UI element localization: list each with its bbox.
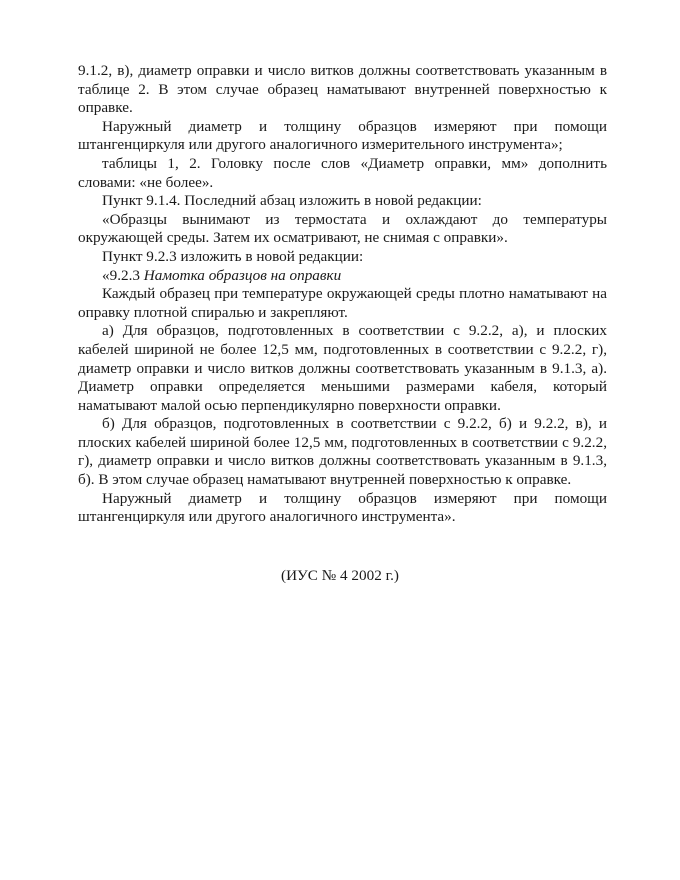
paragraph-item-914: Пункт 9.1.4. Последний абзац изложить в новой редакции: — [102, 192, 482, 210]
document-reference: (ИУС № 4 2002 г.) — [281, 567, 399, 584]
paragraph-final-measurement: Наружный диаметр и толщину образцов измеряют при помощи штангенциркуля или другого аналогичного инструмента». — [78, 489, 607, 526]
paragraph-quote-thermostat: «Образцы вынимают из термостата и охлаждают до температуры окружающей среды. Затем их осматривают, не снимая с оправки». — [78, 210, 607, 247]
paragraph-winding: Каждый образец при температуре окружающей среды плотно наматывают на оправку плотной спиралью и закрепляют. — [78, 285, 607, 321]
paragraph-continuation: 9.1.2, в), диаметр оправки и число витков должны соответствовать указанным в таблице 2. В этом случае образец наматывают внутренней поверхностью к оправке. — [78, 62, 607, 117]
section-heading-number: «9.2.3 — [102, 266, 140, 284]
paragraph-item-a: а) Для образцов, подготовленных в соответствии с 9.2.2, а), и плоских кабелей шириной не более 12,5 мм, подготовленных в соответствии с 9.2.2, г), диаметр оправки и число витков должны соответствовать указанным в 9.1.3, а). Диаметр оправки определяется меньшими размерами кабеля, который наматывают малой осью перпендикулярно поверхности оправки. — [78, 322, 607, 414]
section-heading — [78, 267, 607, 286]
paragraph-tables: таблицы 1, 2. Головку после слов «Диаметр оправки, мм» дополнить словами: «не более». — [78, 154, 607, 191]
section-heading-title: Намотка образцов на оправки — [143, 266, 342, 284]
paragraph-measurement: Наружный диаметр и толщину образцов измеряют при помощи штангенциркуля или другого аналогичного измерительного инструмента»; — [78, 117, 607, 154]
paragraph-item-b: б) Для образцов, подготовленных в соответствии с 9.2.2, б) и 9.2.2, в), и плоских кабелей шириной более 12,5 мм, подготовленных в соответствии с 9.2.2, г), диаметр оправки и число витков должны соответствовать указанным в 9.1.3, б). В этом случае образец наматывают внутренней поверхностью к оправке. — [78, 415, 607, 489]
document-body — [78, 62, 607, 527]
paragraph-item-923: Пункт 9.2.3 изложить в новой редакции: — [102, 247, 364, 265]
